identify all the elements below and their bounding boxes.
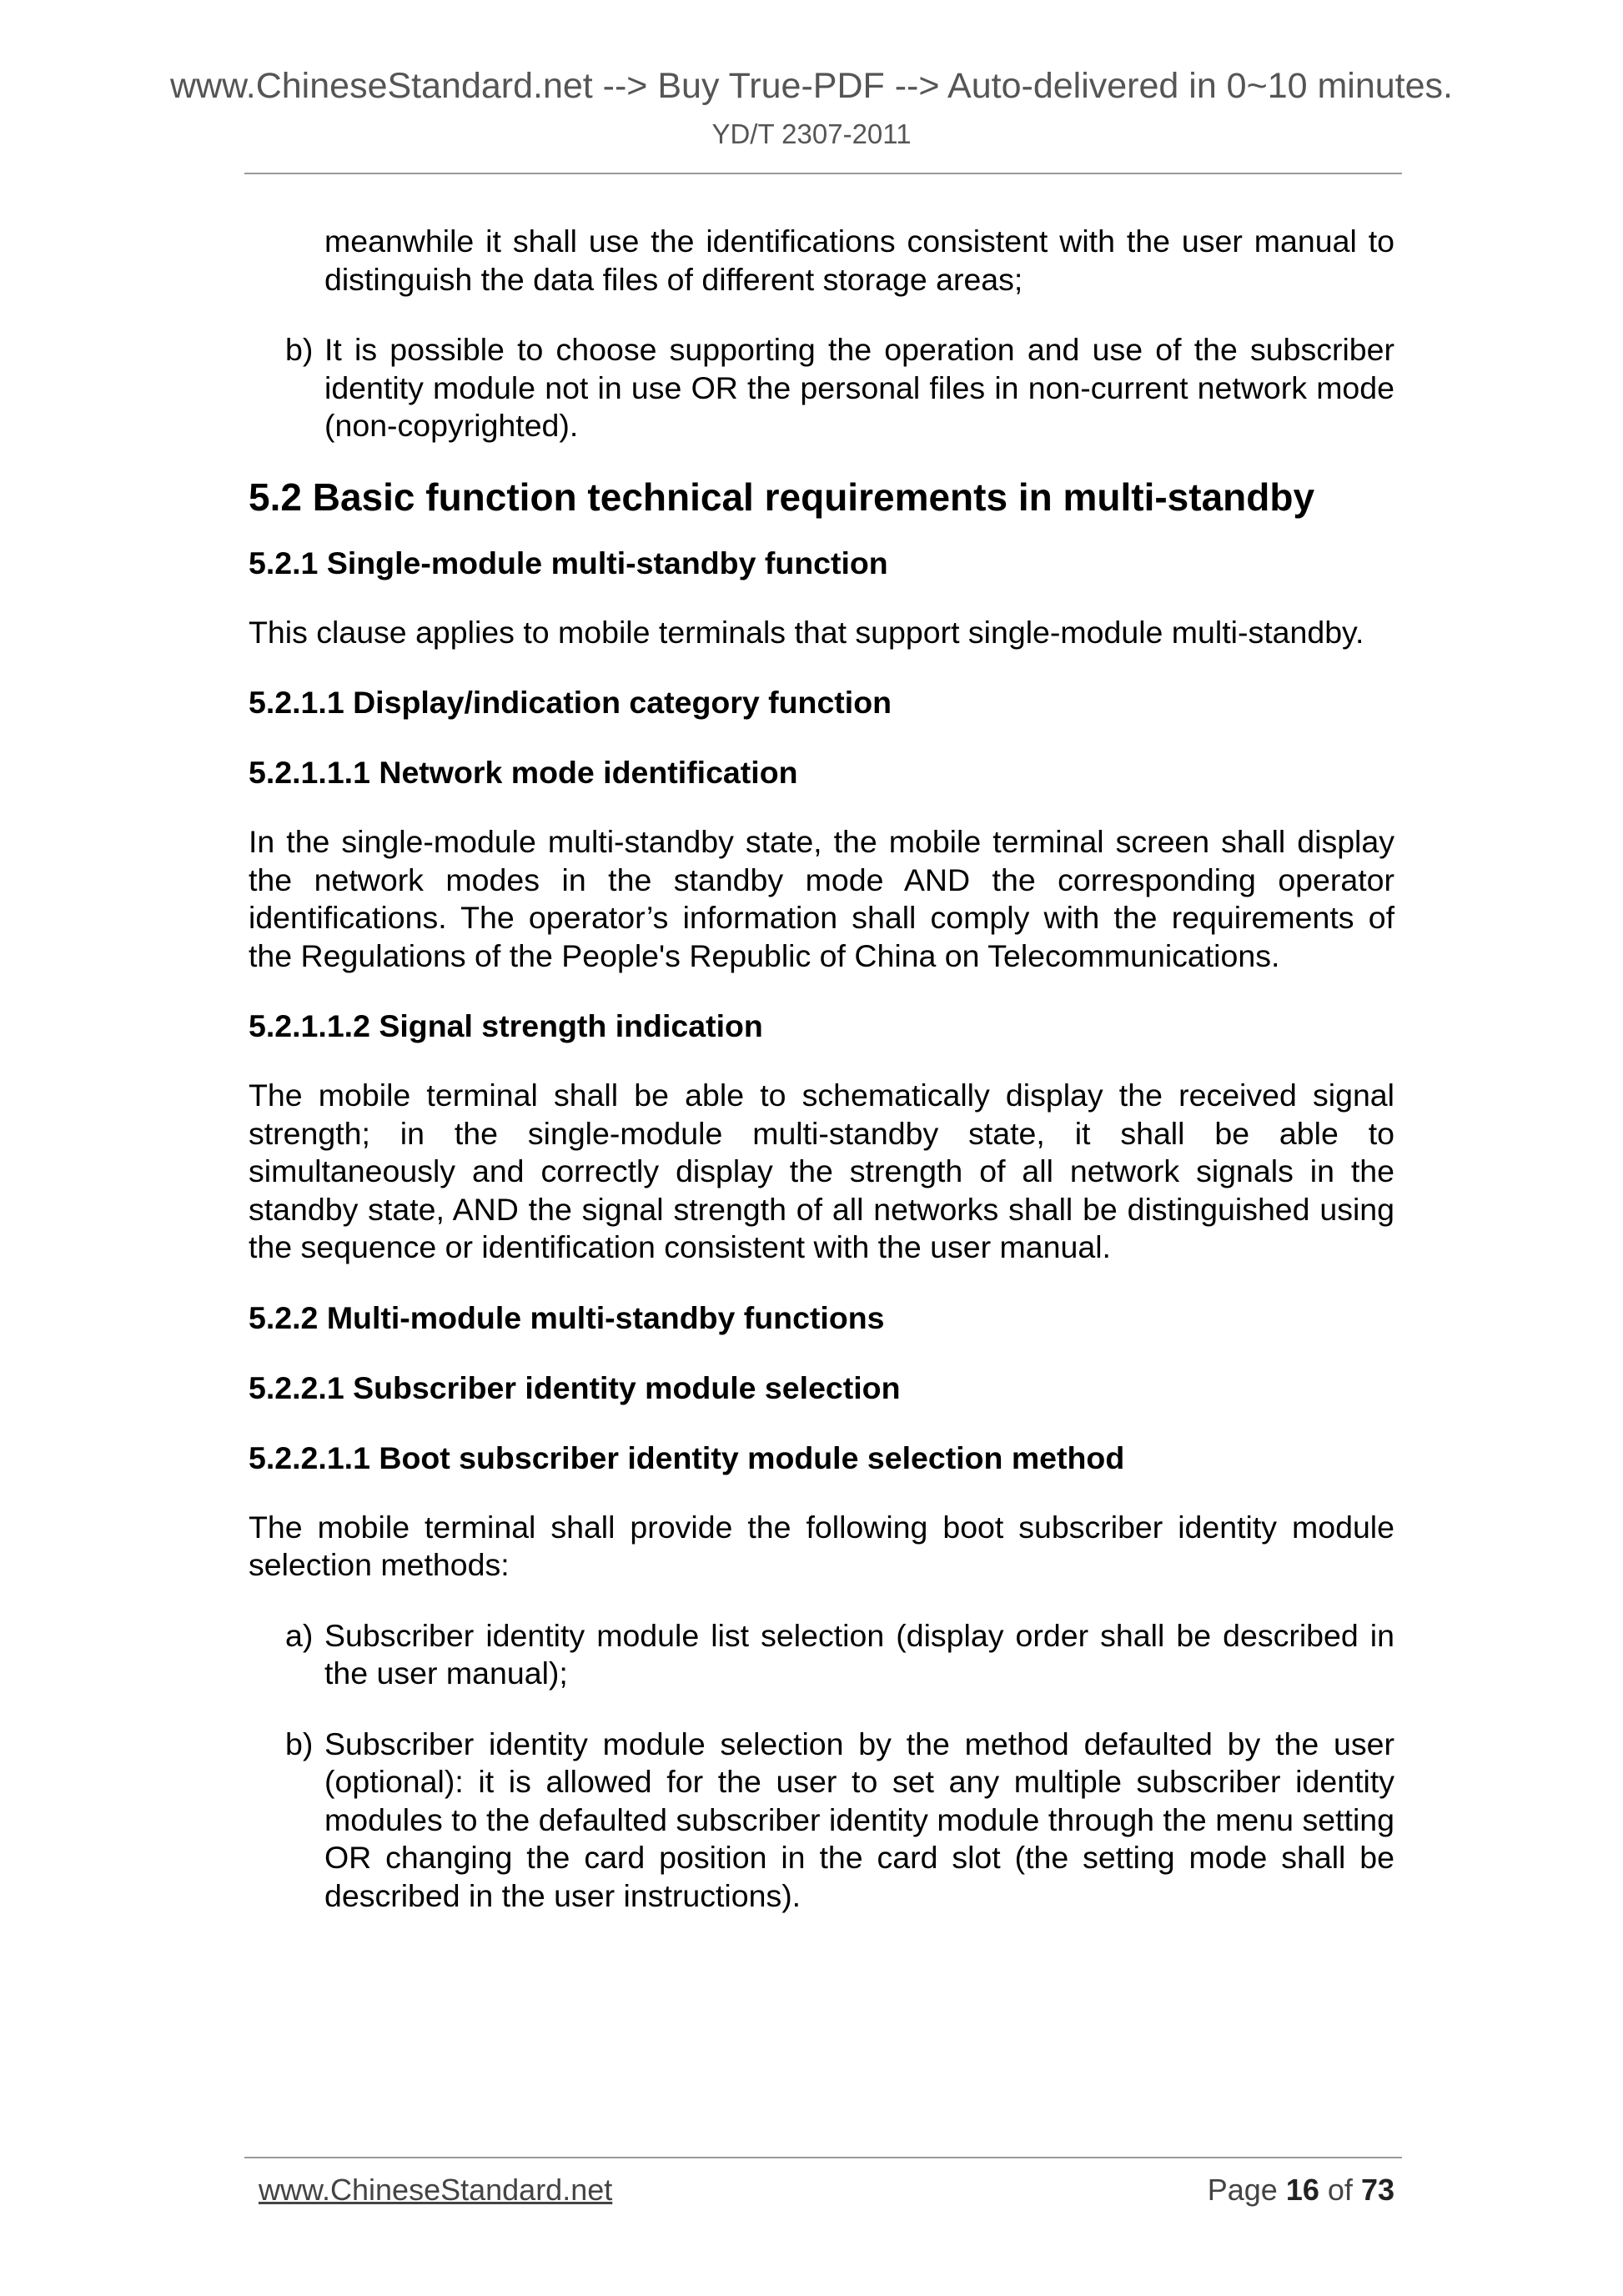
footer-divider (244, 2157, 1402, 2158)
section-heading-5-2-1-1-2: 5.2.1.1.2 Signal strength indication (249, 1008, 763, 1043)
paragraph-5-2-1: This clause applies to mobile terminals that support single-module multi-standby. (249, 614, 1364, 650)
footer-site-link[interactable]: www.ChineseStandard.net (259, 2173, 613, 2207)
list-item-a (249, 1617, 1394, 1693)
list-item-text: Subscriber identity module list selection (display order shall be described in the user manual); (324, 1617, 1394, 1691)
list-item-b (249, 331, 1394, 445)
page-number (1208, 2172, 1394, 2208)
list-item-text: Subscriber identity module selection by the method defaulted by the user (optional): it is allowed for the user to set any multiple subscriber identity modules to the defaulted subscriber identity module through the menu setting OR changing the card position in the card slot (the setting mode shall be described in the user instructions). (324, 1726, 1394, 1913)
page-prefix: Page (1207, 2173, 1278, 2207)
section-heading-5-2-1-1: 5.2.1.1 Display/indication category function (249, 685, 892, 720)
section-heading-5-2-1-1-1: 5.2.1.1.1 Network mode identification (249, 755, 798, 790)
list-marker: b) (285, 1726, 314, 1761)
page-current: 16 (1285, 2173, 1319, 2207)
section-heading-5-2-2: 5.2.2 Multi-module multi-standby functions (249, 1299, 885, 1335)
page-content (249, 223, 1394, 1915)
page-total: 73 (1360, 2173, 1394, 2207)
header-banner: www.ChineseStandard.net --> Buy True-PDF --> Auto-delivered in 0~10 minutes. (169, 66, 1453, 106)
continuation-paragraph: meanwhile it shall use the identifications consistent with the user manual to distinguish the data files of different storage areas; (324, 224, 1394, 297)
section-heading-5-2-2-1: 5.2.2.1 Subscriber identity module selection (249, 1369, 901, 1405)
list-item-text: It is possible to choose supporting the operation and use of the subscriber identity module not in use OR the personal files in non-current network mode (non-copyrighted). (324, 332, 1394, 443)
list-marker: b) (285, 332, 314, 367)
paragraph-5-2-1-1-2: The mobile terminal shall be able to schematically display the received signal strength; in the single-module multi-standby state, it shall be able to simultaneously and correctly display the strength of all network signals in the standby state, AND the signal strength of all networks shall be distinguished using the sequence or identification consistent with the user manual. (249, 1078, 1394, 1264)
list-item-b (249, 1726, 1394, 1916)
page-of: of (1327, 2173, 1353, 2207)
section-heading-5-2-2-1-1: 5.2.2.1.1 Boot subscriber identity module selection method (249, 1439, 1125, 1475)
paragraph-5-2-1-1-1: In the single-module multi-standby state, the mobile terminal screen shall display the network modes in the standby mode AND the corresponding operator identifications. The operator’s information shall comply with the requirements of the Regulations of the People's Republic of China on Telecommunications. (249, 824, 1394, 973)
section-heading-5-2-1: 5.2.1 Single-module multi-standby function (249, 545, 888, 580)
header-divider (244, 173, 1402, 174)
paragraph-5-2-2-1-1: The mobile terminal shall provide the following boot subscriber identity module selection methods: (249, 1509, 1394, 1582)
section-heading-5-2: 5.2 Basic function technical requirements in multi-standby (249, 475, 1315, 519)
list-marker: a) (285, 1617, 314, 1653)
standard-id: YD/T 2307-2011 (711, 118, 912, 149)
